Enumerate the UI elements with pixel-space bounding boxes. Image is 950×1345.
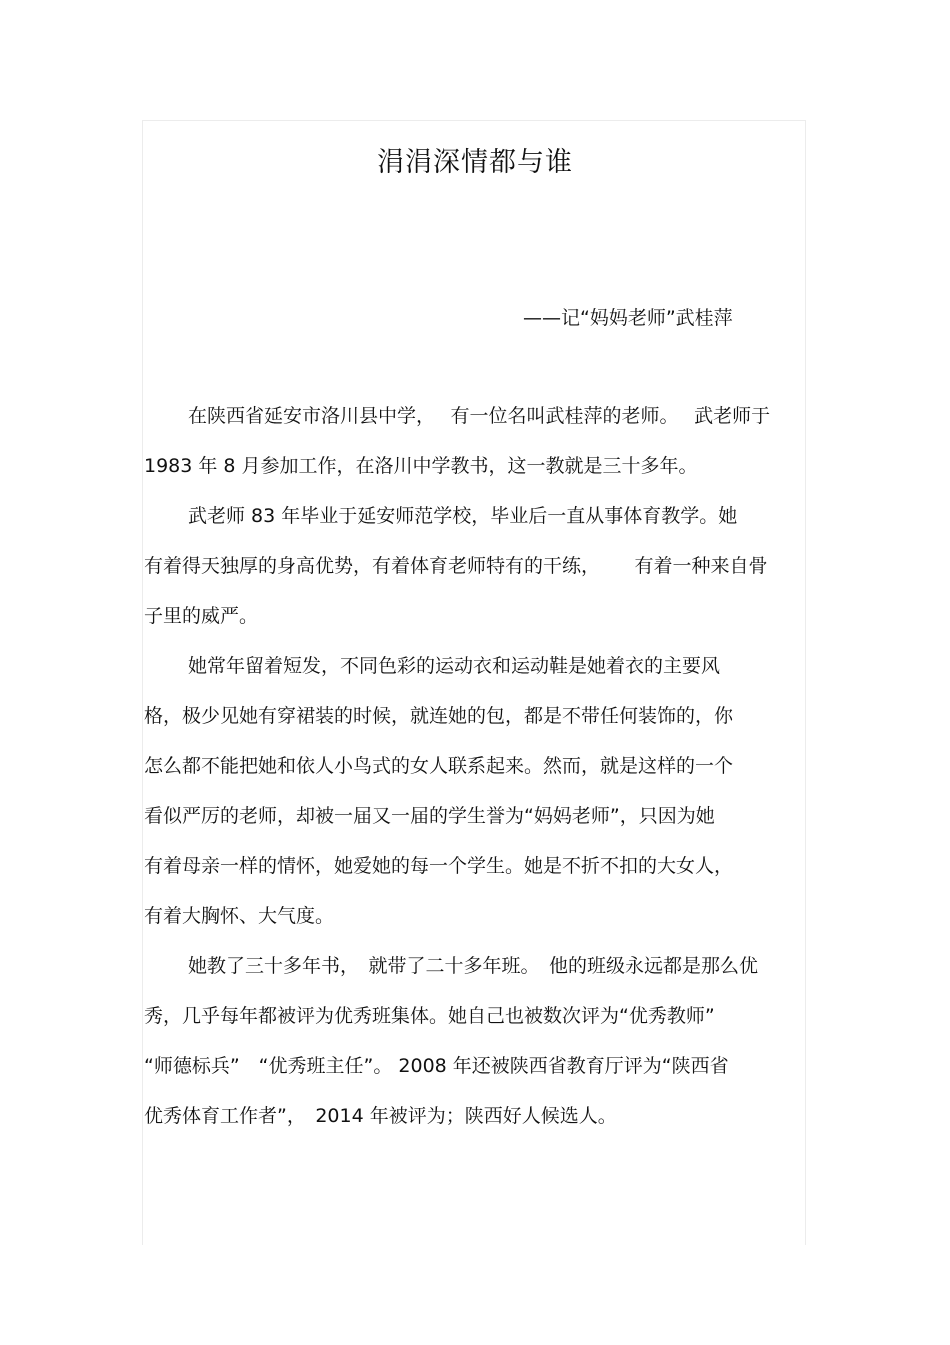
- paragraph-line: 有着母亲一样的情怀，她爱她的每一个学生。她是不折不扣的大女人，: [144, 855, 734, 877]
- document-title: 涓涓深情都与谁: [377, 147, 573, 178]
- paragraph-line: 有着得天独厚的身高优势，有着体育老师特有的干练， 有着一种来自骨: [144, 555, 768, 577]
- paragraph-line: 看似严厉的老师，却被一届又一届的学生誉为“妈妈老师”，只因为她: [144, 805, 715, 827]
- paragraph-line: 怎么都不能把她和依人小鸟式的女人联系起来。然而，就是这样的一个: [144, 755, 734, 777]
- document-subtitle: ——记“妈妈老师”武桂萍: [523, 307, 733, 329]
- paragraph-line: 武老师 83 年毕业于延安师范学校，毕业后一直从事体育教学。她: [188, 505, 738, 527]
- paragraph-line: 优秀体育工作者”， 2014 年被评为；陕西好人候选人。: [144, 1105, 617, 1127]
- paragraph-line: 有着大胸怀、大气度。: [144, 905, 335, 927]
- paragraph-line: 她教了三十多年书， 就带了二十多年班。 他的班级永远都是那么优: [188, 955, 759, 977]
- paragraph-line: 1983 年 8 月参加工作，在洛川中学教书，这一教就是三十多年。: [144, 455, 698, 477]
- paragraph-line: 她常年留着短发，不同色彩的运动衣和运动鞋是她着衣的主要风: [188, 655, 721, 677]
- paragraph-line: 子里的威严。: [144, 605, 259, 627]
- paragraph-line: “师德标兵” “优秀班主任”。 2008 年还被陕西省教育厅评为“陕西省: [144, 1055, 729, 1077]
- paragraph-line: 格，极少见她有穿裙装的时候，就连她的包，都是不带任何装饰的，你: [144, 705, 734, 727]
- paragraph-line: 在陕西省延安市洛川县中学， 有一位名叫武桂萍的老师。 武老师于: [188, 405, 771, 427]
- paragraph-line: 秀，几乎每年都被评为优秀班集体。她自己也被数次评为“优秀教师”: [144, 1005, 715, 1027]
